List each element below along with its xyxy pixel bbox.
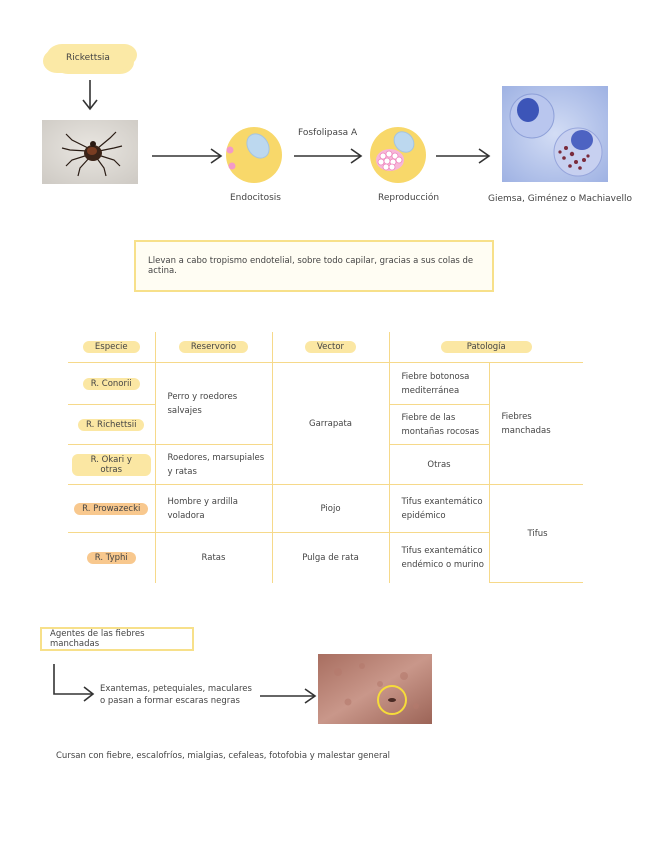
right-arrow-icon bbox=[258, 686, 318, 706]
reservoir-cell: Perro y roedores salvajes bbox=[155, 363, 272, 445]
vector-cell: Piojo bbox=[272, 485, 389, 533]
tropismo-note-text: Llevan a cabo tropismo endotelial, sobre todo capilar, gracias a sus colas de actina. bbox=[148, 256, 474, 276]
disease-cell: Otras bbox=[389, 445, 489, 485]
reservoir-cell: Hombre y ardilla voladora bbox=[155, 485, 272, 533]
table-header-row bbox=[68, 332, 583, 363]
right-arrow-icon bbox=[292, 146, 364, 166]
down-arrow-icon bbox=[80, 78, 100, 112]
skin-lesion-image bbox=[318, 654, 432, 724]
right-arrow-icon bbox=[434, 146, 492, 166]
header-especie: Especie bbox=[68, 332, 155, 363]
tick-photo bbox=[42, 120, 138, 184]
species-cell: R. Conorii bbox=[68, 363, 155, 405]
disease-cell: Fiebre de las montañas rocosas bbox=[389, 405, 489, 445]
group-cell: Tifus bbox=[489, 485, 583, 583]
agentes-label: Agentes de las fiebres manchadas bbox=[50, 629, 145, 649]
micrograph-photo bbox=[502, 86, 608, 182]
fosfolipasa-label: Fosfolipasa A bbox=[298, 128, 358, 138]
disease-cell: Fiebre botonosa mediterránea bbox=[389, 363, 489, 405]
stain-label: Giemsa, Giménez o Machiavello bbox=[488, 194, 632, 204]
disease-cell: Tifus exantemático epidémico bbox=[389, 485, 489, 533]
group-cell: Fiebres manchadas bbox=[489, 363, 583, 485]
rickettsia-label: Rickettsia bbox=[66, 53, 110, 63]
vector-cell: Garrapata bbox=[272, 363, 389, 485]
agentes-box bbox=[40, 627, 194, 651]
header-reservorio: Reservorio bbox=[155, 332, 272, 363]
rickettsia-cloud bbox=[46, 44, 130, 72]
stained-cells-image bbox=[502, 86, 608, 182]
header-vector: Vector bbox=[272, 332, 389, 363]
vector-cell: Pulga de rata bbox=[272, 533, 389, 583]
species-cell: R. Prowazecki bbox=[68, 485, 155, 533]
endocytosis-cell-icon bbox=[222, 124, 286, 186]
endocitosis-label: Endocitosis bbox=[230, 193, 281, 203]
skin-lesion-photo bbox=[318, 654, 432, 724]
disease-cell: Tifus exantemático endémico o murino bbox=[389, 533, 489, 583]
tick-icon bbox=[42, 120, 138, 184]
reservoir-cell: Roedores, marsupiales y ratas bbox=[155, 445, 272, 485]
elbow-arrow-icon bbox=[48, 662, 98, 704]
reservoir-cell: Ratas bbox=[155, 533, 272, 583]
reproduccion-label: Reproducción bbox=[378, 193, 440, 203]
table-row bbox=[68, 485, 583, 533]
cursan-text: Cursan con fiebre, escalofríos, mialgias, cefaleas, fotofobia y malestar general bbox=[56, 751, 391, 761]
table-row bbox=[68, 363, 583, 405]
exantemas-text: Exantemas, petequiales, maculares o pasan a formar escaras negras bbox=[100, 684, 252, 706]
species-cell: R. Richettsii bbox=[68, 405, 155, 445]
right-arrow-icon bbox=[150, 146, 224, 166]
species-cell: R. Okari y otras bbox=[68, 445, 155, 485]
reproduction-cell-icon bbox=[366, 124, 430, 186]
rickettsia-table bbox=[68, 332, 583, 583]
tropismo-note bbox=[134, 240, 494, 292]
header-patologia: Patología bbox=[389, 332, 583, 363]
species-cell: R. Typhi bbox=[68, 533, 155, 583]
